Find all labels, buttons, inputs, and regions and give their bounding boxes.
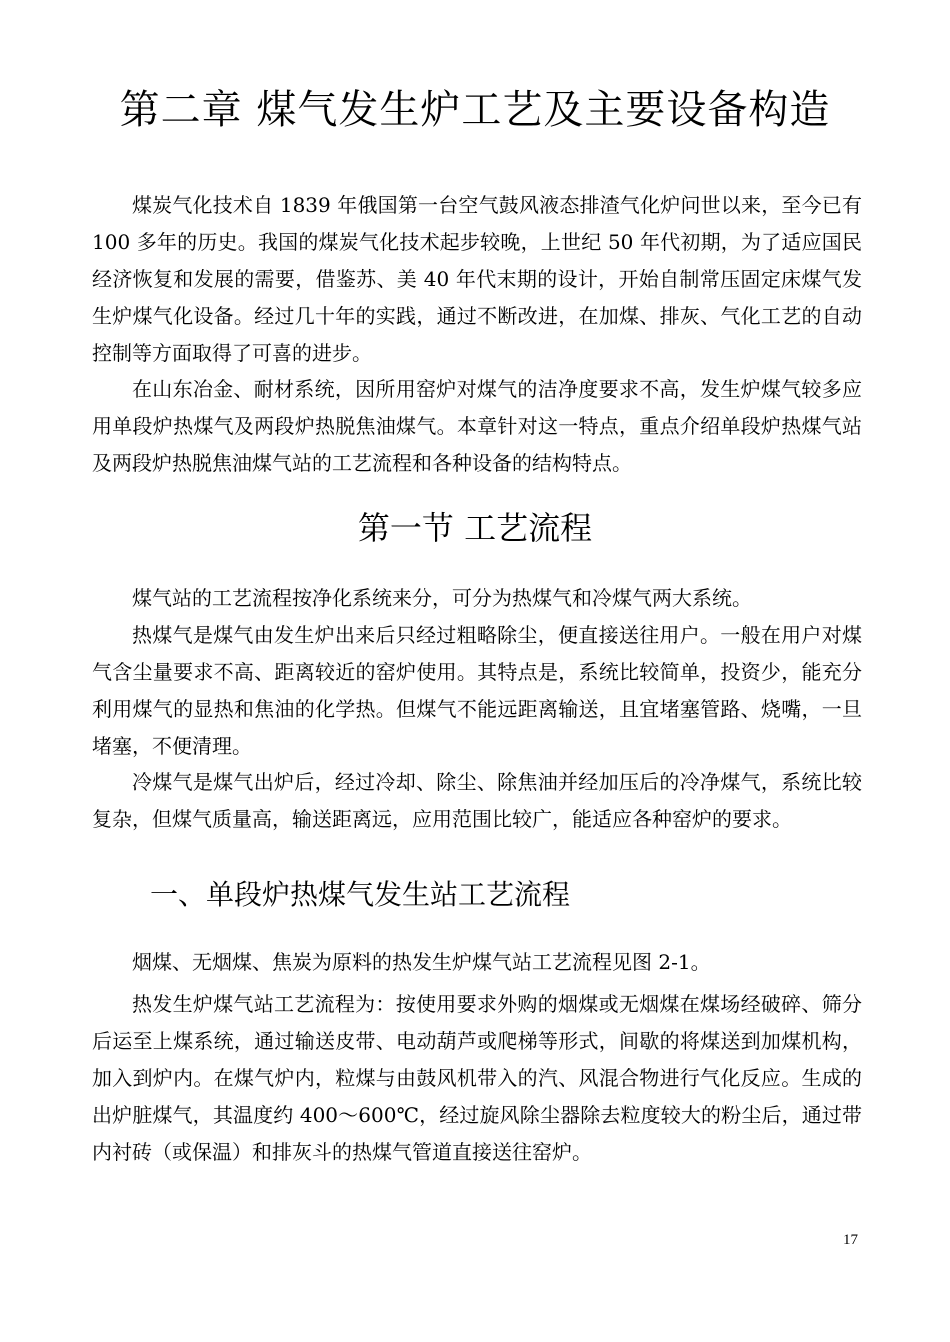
intro-paragraph-2: 在山东冶金、耐材系统，因所用窑炉对煤气的洁净度要求不高，发生炉煤气较多应用单段炉热煤气及两段炉热脱焦油煤气。本章针对这一特点，重点介绍单段炉热煤气站及两段炉热脱焦油煤气站的工艺流程和各种设备的结构特点。 bbox=[92, 377, 862, 475]
intro-paragraph-1: 煤炭气化技术自 1839 年俄国第一台空气鼓风液态排渣气化炉问世以来，至今已有 100 多年的历史。我国的煤炭气化技术起步较晚，上世纪 50 年代初期，为了适应国民经济恢复和发展的需要，借鉴苏、美 40 年代末期的设计，开始自制常压固定床煤气发生炉煤气化设备。经过几十年的实践，通过不断改进，在加煤、排灰、气化工艺的自动控制等方面取得了可喜的进步。 bbox=[92, 193, 862, 365]
section-paragraph-2: 热煤气是煤气由发生炉出来后只经过粗略除尘，便直接送往用户。一般在用户对煤气含尘量要求不高、距离较近的窑炉使用。其特点是，系统比较简单，投资少，能充分利用煤气的显热和焦油的化学热。但煤气不能远距离输送，且宜堵塞管路、烧嘴，一旦堵塞，不便清理。 bbox=[92, 623, 862, 758]
subsection-paragraph-2: 热发生炉煤气站工艺流程为：按使用要求外购的烟煤或无烟煤在煤场经破碎、筛分后运至上煤系统，通过输送皮带、电动葫芦或爬梯等形式，间歇的将煤送到加煤机构，加入到炉内。在煤气炉内，粒煤与由鼓风机带入的汽、风混合物进行气化反应。生成的出炉脏煤气，其温度约 400～600℃，经过旋风除尘器除去粒度较大的粉尘后，通过带内衬砖（或保温）和排灰斗的热煤气管道直接送往窑炉。 bbox=[92, 992, 862, 1164]
chapter-title: 第二章 煤气发生炉工艺及主要设备构造 bbox=[119, 87, 831, 133]
section-paragraph-3: 冷煤气是煤气出炉后，经过冷却、除尘、除焦油并经加压后的冷净煤气，系统比较复杂，但煤气质量高，输送距离远，应用范围比较广，能适应各种窑炉的要求。 bbox=[92, 770, 862, 831]
subsection-title: 一、单段炉热煤气发生站工艺流程 bbox=[150, 878, 571, 911]
subsection-paragraph-1: 烟煤、无烟煤、焦炭为原料的热发生炉煤气站工艺流程见图 2-1。 bbox=[132, 950, 711, 974]
page-number: 17 bbox=[843, 1232, 858, 1248]
section-paragraph-1: 煤气站的工艺流程按净化系统来分，可分为热煤气和冷煤气两大系统。 bbox=[132, 586, 752, 610]
section-title: 第一节 工艺流程 bbox=[357, 509, 593, 547]
